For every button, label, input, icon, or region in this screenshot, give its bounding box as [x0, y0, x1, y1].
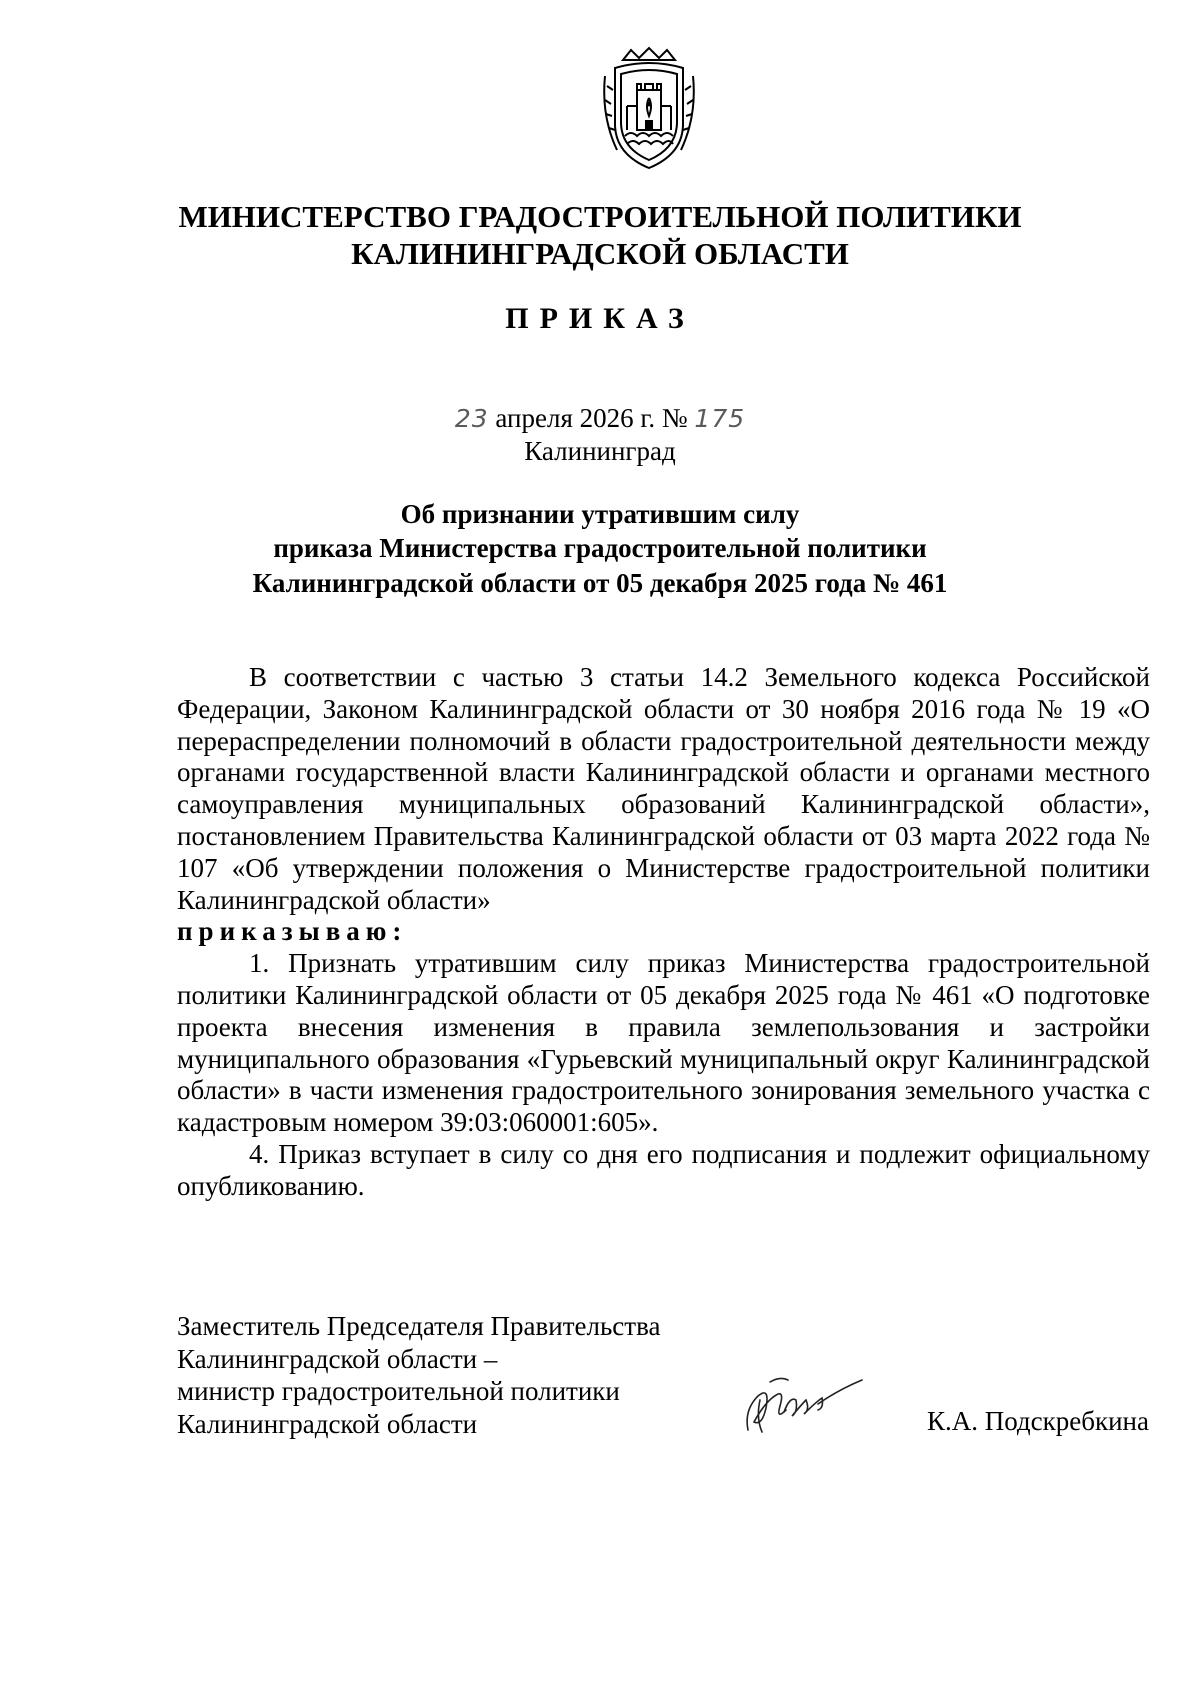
- ministry-name-line1: МИНИСТЕРСТВО ГРАДОСТРОИТЕЛЬНОЙ ПОЛИТИКИ: [178, 199, 1022, 234]
- subject-line3: Калининградской области от 05 декабря 2025 года № 461: [252, 568, 948, 598]
- subject-line1: Об признании утратившим силу: [400, 499, 800, 529]
- order-item-4: 4. Приказ вступает в силу со дня его подписания и подлежит официальному опубликованию.: [177, 1138, 1150, 1201]
- position-line3: министр градостроительной политики: [177, 1376, 620, 1406]
- city: Калининград: [524, 436, 676, 466]
- handwritten-signature-icon: [740, 1360, 870, 1440]
- handwritten-number: 175: [694, 404, 746, 433]
- position-line4: Калининградской области: [177, 1408, 478, 1439]
- signatory-position: [177, 1310, 660, 1440]
- kaliningrad-coat-of-arms-icon: [593, 46, 705, 174]
- position-line2: Калининградской области –: [177, 1343, 498, 1374]
- position-line1: Заместитель Председателя Правительства: [177, 1311, 661, 1341]
- ministry-name-line2: КАЛИНИНГРАДСКОЙ ОБЛАСТИ: [351, 236, 849, 271]
- order-item-1: 1. Признать утратившим силу приказ Министерства градостроительной политики Калининградской области от 05 декабря 2025 года № 461 «О подготовке проекта внесения изменения в правила землепользования и застройки муниципального образования «Гурьевский муниципальный округ Калининградской области» в части изменения градостроительного зонирования земельного участка с кадастровым номером 39:03:060001:605».: [177, 948, 1150, 1138]
- order-word: приказываю:: [177, 916, 408, 947]
- handwritten-day: 23: [454, 404, 489, 433]
- document-body: [177, 662, 1150, 1203]
- date-number-line: [0, 401, 1200, 436]
- date-text: апреля 2026 г. №: [495, 403, 688, 433]
- signer-name: К.А. Подскребкина: [926, 1406, 1149, 1436]
- subject-line2: приказа Министерства градостроительной политики: [273, 533, 927, 563]
- document-type-title: ПРИКАЗ: [505, 302, 695, 335]
- preamble-paragraph: В соответствии с частью 3 статьи 14.2 Земельного кодекса Российской Федерации, Законом Калининградской области от 30 ноября 2016 года № 19 «О перераспределении полномочий в области градостроительной деятельности между органами государственной власти Калининградской области и органами местного самоуправления муниципальных образований Калининградской области», постановлением Правительства Калининградской области от 03 марта 2022 года № 107 «Об утверждении положения о Министерстве градостроительной политики Калининградской области»: [177, 662, 1150, 915]
